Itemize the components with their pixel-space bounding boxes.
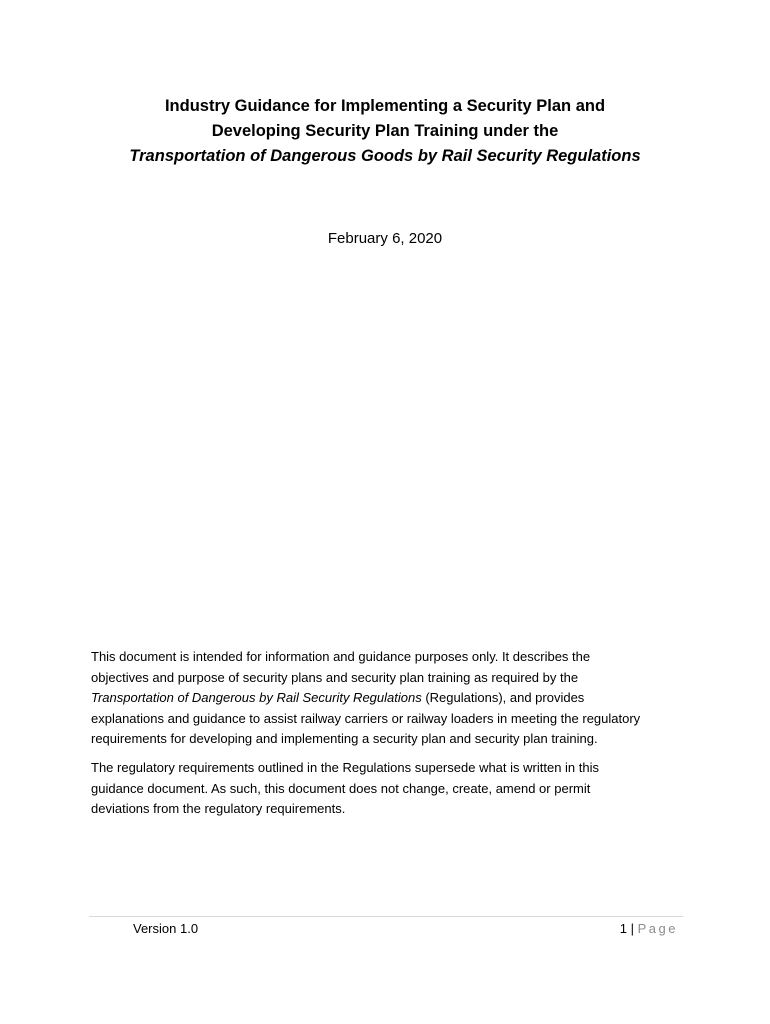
disclaimer-paragraph-2 [91,758,691,820]
page-word: Page [637,921,678,936]
p1-line-2: objectives and purpose of security plans and security plan training as required by the [91,669,579,685]
disclaimer-body [91,647,691,828]
p1-line-1: This document is intended for information and guidance purposes only. It describes the [91,649,591,664]
p1-line-3-rest: (Regulations), and provides [421,690,585,706]
footer-page-number [620,919,678,939]
p1-line-5: requirements for developing and implementing a security plan and security plan training. [91,731,598,747]
p2-line-1: The regulatory requirements outlined in the Regulations supersede what is written in this [91,759,599,775]
page-separator: | [627,921,638,936]
p2-line-2: guidance document. As such, this document does not change, create, amend or permit [91,780,591,796]
p2-line-3: deviations from the regulatory requirements. [91,801,346,817]
footer-divider [89,916,683,917]
document-date: February 6, 2020 [327,230,443,247]
document-title [0,94,770,169]
title-line-1: Industry Guidance for Implementing a Security Plan and [164,97,606,115]
title-line-3-regulations-name: Transportation of Dangerous Goods by Rail Security Regulations [129,147,641,165]
title-line-2: Developing Security Plan Training under the [211,122,559,140]
p1-regulations-title: Transportation of Dangerous by Rail Security Regulations [91,690,422,706]
page-number: 1 [619,921,628,936]
p1-line-4: explanations and guidance to assist railway carriers or railway loaders in meeting the regulatory [91,710,641,726]
disclaimer-paragraph-1 [91,647,691,750]
footer-version: Version 1.0 [133,921,199,936]
